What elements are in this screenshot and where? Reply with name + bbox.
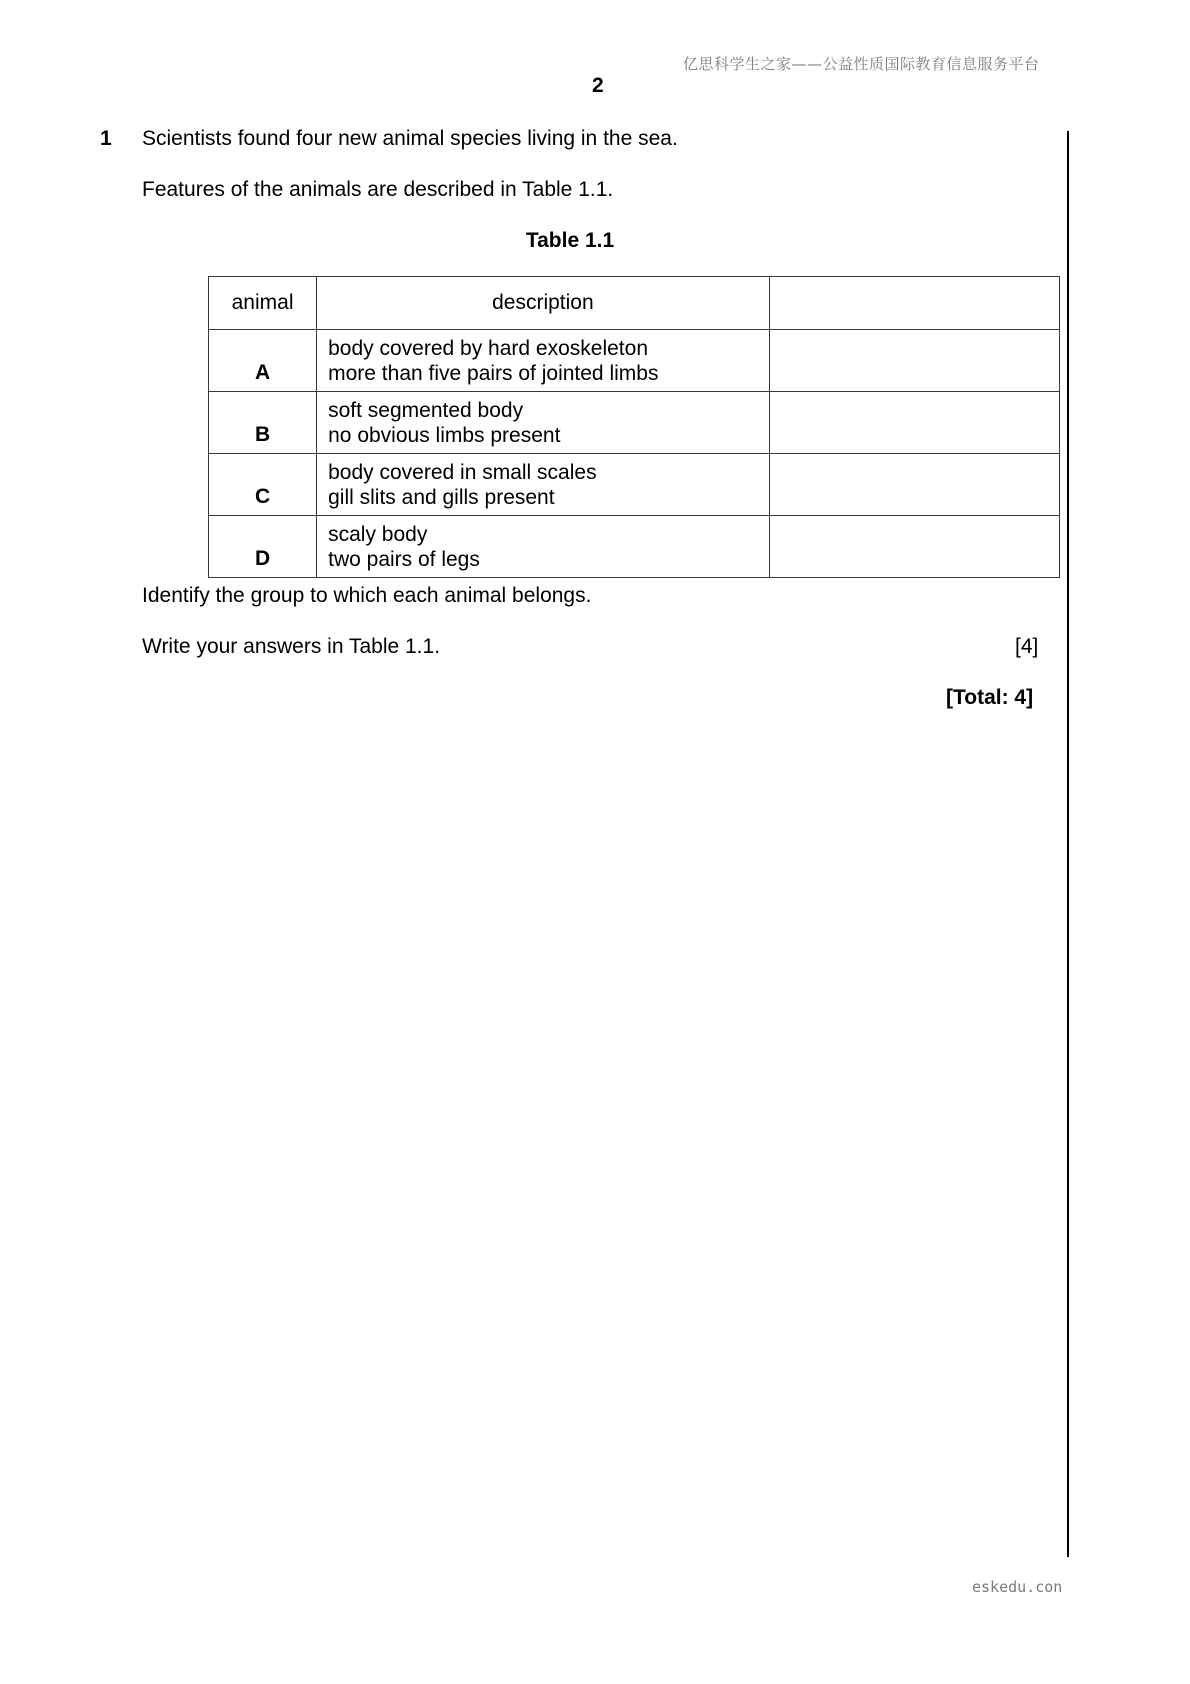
marks-label: [4] bbox=[1015, 635, 1039, 658]
question-number: 1 bbox=[100, 127, 112, 150]
description-line: gill slits and gills present bbox=[328, 485, 555, 509]
answer-cell[interactable] bbox=[769, 516, 1059, 578]
question-intro: Scientists found four new animal species living in the sea. bbox=[142, 127, 678, 150]
description-line: more than five pairs of jointed limbs bbox=[328, 361, 659, 385]
page-number: 2 bbox=[592, 74, 604, 97]
table-header-row bbox=[209, 277, 1060, 330]
table-row bbox=[209, 516, 1060, 578]
table-row bbox=[209, 330, 1060, 392]
footer-watermark: eskedu.con bbox=[972, 1578, 1063, 1596]
table-row bbox=[209, 454, 1060, 516]
identify-instruction: Identify the group to which each animal belongs. bbox=[142, 584, 592, 607]
answer-cell[interactable] bbox=[769, 392, 1059, 454]
header-watermark: 亿思科学生之家——公益性质国际教育信息服务平台 bbox=[683, 55, 1040, 73]
header-description: description bbox=[317, 277, 770, 330]
answer-cell[interactable] bbox=[769, 454, 1059, 516]
margin-line bbox=[1067, 131, 1069, 1557]
table-row bbox=[209, 392, 1060, 454]
features-text: Features of the animals are described in Table 1.1. bbox=[142, 178, 614, 201]
write-instruction: Write your answers in Table 1.1. bbox=[142, 635, 441, 658]
animal-letter: C bbox=[209, 454, 317, 516]
answer-cell[interactable] bbox=[769, 330, 1059, 392]
animal-description bbox=[317, 454, 770, 516]
total-marks: [Total: 4] bbox=[946, 686, 1034, 709]
header-animal: animal bbox=[209, 277, 317, 330]
header-answer bbox=[769, 277, 1059, 330]
table-caption: Table 1.1 bbox=[525, 229, 615, 252]
animal-letter: A bbox=[209, 330, 317, 392]
animal-description bbox=[317, 392, 770, 454]
description-line: soft segmented body bbox=[328, 398, 524, 422]
description-line: scaly body bbox=[328, 522, 428, 546]
animal-letter: D bbox=[209, 516, 317, 578]
description-line: body covered in small scales bbox=[328, 460, 597, 484]
animal-letter: B bbox=[209, 392, 317, 454]
animal-description bbox=[317, 516, 770, 578]
description-line: body covered by hard exoskeleton bbox=[328, 336, 648, 360]
animal-description bbox=[317, 330, 770, 392]
description-line: no obvious limbs present bbox=[328, 423, 561, 447]
description-line: two pairs of legs bbox=[328, 547, 480, 571]
animal-table bbox=[208, 276, 1060, 578]
